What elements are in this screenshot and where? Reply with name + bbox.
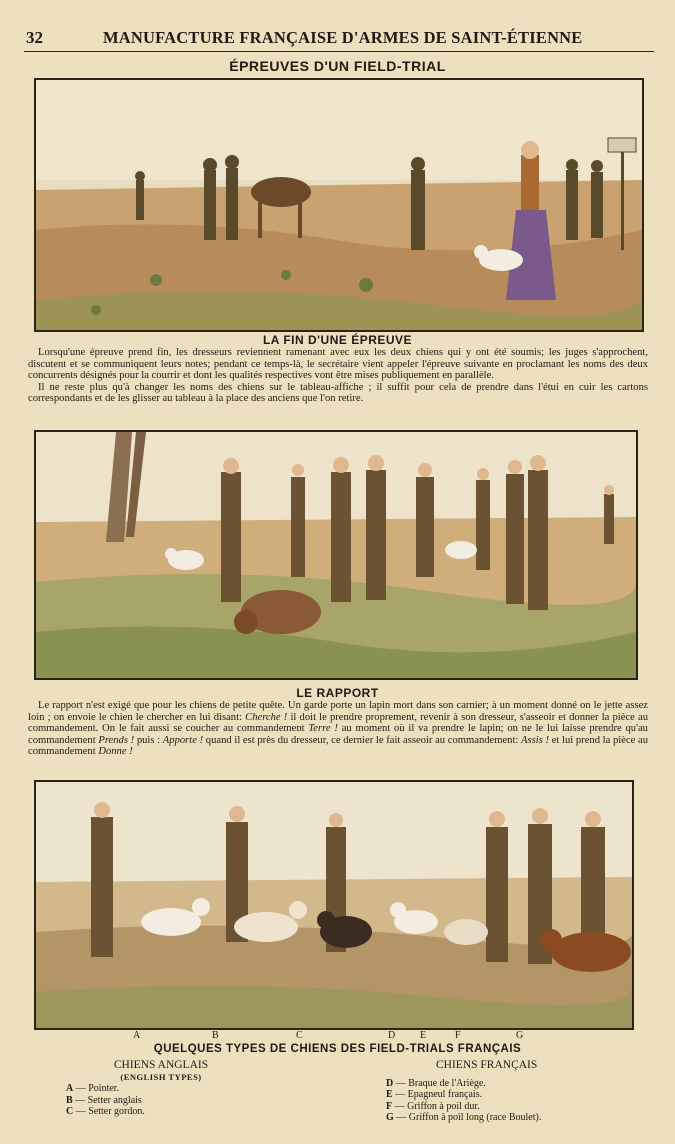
plate-letter: G [516, 1030, 524, 1041]
paragraph-1: Lorsqu'une épreuve prend fin, les dresseurs reviennent ramenant avec eux les deux chiens qui y ont été soumis; les juges s'approchent, discutent et se communiquent leurs notes; pendant ce temps-là, le secrétaire vient appeler l'épreuve suivante en proclamant les noms des deux concurrents désignés pour la courrir et dont les qualités respectives vont être mises publiquement en parallèle. [28, 347, 648, 381]
paragraph-end-of-trial [28, 347, 648, 405]
plate-letter: F [455, 1030, 461, 1041]
legend-item: E — Epagneul français. [386, 1089, 483, 1100]
legend-letter: D [386, 1077, 394, 1089]
legend-heading: CHIENS ANGLAIS [113, 1059, 209, 1071]
legend-letter: B [66, 1094, 73, 1106]
legend-item: C — Setter gordon. [66, 1106, 145, 1117]
article-title: ÉPREUVES D'UN FIELD-TRIAL [229, 58, 446, 74]
header-rule [24, 51, 654, 52]
caption-retrieve: LE RAPPORT [296, 686, 379, 700]
command-assis: Assis ! [521, 734, 550, 746]
command-prends: Prends ! [98, 734, 135, 746]
legend-label: Epagneul français. [407, 1089, 483, 1100]
legend-french-dogs [386, 1060, 646, 1124]
legend-item: A — Pointer. [66, 1083, 120, 1094]
legend-label: Setter gordon. [88, 1106, 145, 1117]
illustration-retrieve [34, 430, 638, 680]
plate-letter: D [388, 1030, 396, 1041]
plate-letter: E [420, 1030, 427, 1041]
text-segment: Le rapport n'est exigé que pour les chiens de petite quête. Un garde porte un lapin mort dans son carnier; à un moment donné on le jette assez loin ; on envoie le chien le chercher en lui disant: [28, 700, 648, 723]
legend-label: Griffon à poil dur. [407, 1100, 480, 1112]
text-segment: au moment où il va prendre le lapin; on ne le lui laisse prendre qu'au commandement [28, 723, 648, 746]
paragraph-retrieve [28, 700, 648, 758]
text-segment: il doit le prendre proprement, revenir à son dresseur, s'asseoir et donner la pièce au commandement. On le fait aussi se coucher au commandement [28, 711, 649, 734]
paragraph-2: Il ne reste plus qu'à changer les noms des chiens sur le tableau-affiche ; il suffit pour cela de prendre dans l'étui en cuir les cartons correspondants et de les glisser au tableau à la place des anciens que l'on retire. [28, 381, 648, 404]
plate-letter: A [133, 1030, 141, 1041]
illustration-dog-types [34, 780, 634, 1030]
illustration-end-of-trial [34, 78, 644, 332]
legend-item: G — Griffon à poil long (race Boulet). [386, 1112, 542, 1123]
command-donne: Donne ! [98, 746, 133, 757]
plate-letter: C [296, 1030, 303, 1041]
legend-letter: C [66, 1106, 74, 1117]
command-apporte: Apporte ! [162, 734, 204, 746]
text-segment: puis : [134, 734, 163, 746]
legend-subheading: (ENGLISH TYPES) [120, 1071, 202, 1082]
legend-letter: G [386, 1112, 394, 1123]
legend-letter: A [66, 1083, 74, 1094]
text-segment: quand il est près du dresseur, ce dernier le fait asseoir au commandement: [203, 734, 522, 746]
running-header: MANUFACTURE FRANÇAISE D'ARMES DE SAINT-ÉTIENNE [103, 28, 583, 47]
legend-item: F — Griffon à poil dur. [386, 1100, 480, 1112]
legend-letter: E [386, 1089, 393, 1100]
page-number: 32 [26, 28, 43, 47]
legend-item: B — Setter anglais [66, 1094, 142, 1106]
caption-dog-types: QUELQUES TYPES DE CHIENS DES FIELD-TRIALS FRANÇAIS [153, 1043, 522, 1055]
legend-letter: F [386, 1100, 393, 1112]
legend-label: Braque de l'Ariège. [408, 1077, 486, 1089]
legend-label: Griffon à poil long (race Boulet). [408, 1112, 542, 1123]
legend-item: D — Braque de l'Ariège. [386, 1077, 486, 1089]
command-terre: Terre ! [308, 723, 338, 734]
command-cherche: Cherche ! [245, 711, 288, 723]
legend-label: Pointer. [88, 1083, 120, 1094]
caption-end-of-trial: LA FIN D'UNE ÉPREUVE [262, 333, 413, 347]
legend-english-dogs [66, 1060, 256, 1118]
plate-letter: B [212, 1030, 219, 1041]
legend-heading: CHIENS FRANÇAIS [436, 1059, 538, 1071]
legend-label: Setter anglais [87, 1094, 142, 1106]
text-segment: et lui prend la pièce au commandement [28, 734, 649, 757]
